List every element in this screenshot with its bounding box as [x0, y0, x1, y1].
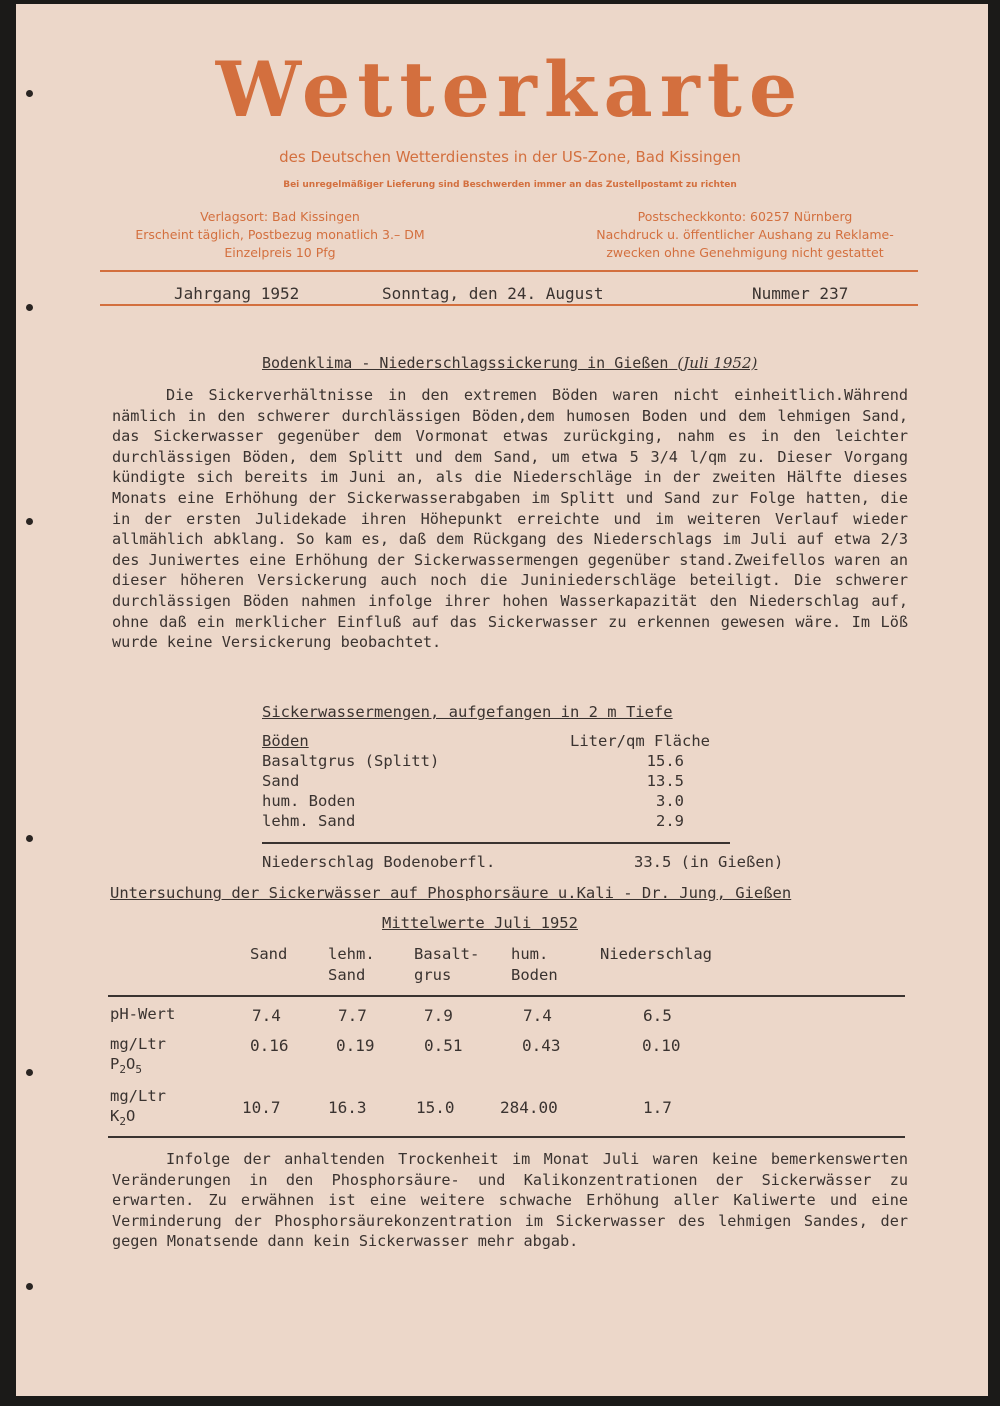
table2-cell: 15.0: [416, 1098, 455, 1117]
masthead-subtitle: des Deutschen Wetterdienstes in der US-Zone, Bad Kissingen: [279, 148, 741, 166]
table1-row-soil: Basaltgrus (Splitt): [262, 752, 440, 770]
table1-header-soil: Böden: [262, 732, 309, 750]
header-line: Niederschlag: [600, 945, 712, 963]
table2-row-label-k2o: [110, 1086, 166, 1132]
header-line: lehm.: [328, 945, 375, 963]
table2-cell: 0.16: [250, 1036, 289, 1055]
header-line: hum.: [511, 945, 549, 963]
masthead-rule-bottom: [100, 304, 918, 306]
table2-cell: 0.19: [336, 1036, 375, 1055]
table1-row-soil: hum. Boden: [262, 792, 356, 810]
article-headline: [262, 354, 757, 372]
punch-hole: [26, 518, 33, 525]
table1-row-value: 2.9: [656, 812, 684, 830]
issue-year: Jahrgang 1952: [174, 284, 300, 303]
article-paragraph-1: Die Sickerverhältnisse in den extremen Böden waren nicht einheitlich.Während nämlich in den schwerer durchlässigen Böden,dem humosen Boden und dem lehmigen Sand, das Sickerwasser gegenüber dem Vormonat etwas zurückging, nahm es in den leichter durchlässigen Böden, dem Splitt und dem Sand, um etwa 5 3/4 l/qm zu. Dieser Vorgang kündigte sich bereits im Juni an, als die Niederschläge in der zweiten Hälfte dieses Monats eine Erhöhung der Sickerwasserabgaben im Splitt und Sand zur Folge hatten, die in der ersten Julidekade ihren Höhepunkt erreichte und im weiteren Verlauf wieder allmählich abklang. So kam es, daß dem Rückgang des Niederschlags im Juli auf etwa 2/3 des Juniwertes eine Erhöhung der Sickerwassermengen gegenüber stand.Zweifellos waren an dieser höheren Versickerung auch noch die Juniniederschläge beteiligt. Die schwerer durchlässigen Böden nahmen infolge ihrer hohen Wasserkapazität den Niederschlag auf, ohne daß ein merklicher Einfluß auf das Sickerwasser zu erkennen gewesen wäre. Im Löß wurde keine Versickerung beobachtet.: [112, 386, 908, 652]
masthead-rule-top: [100, 270, 918, 272]
article-paragraph-2: Infolge der anhaltenden Trockenheit im Monat Juli waren keine bemerkenswerten Veränderungen in den Phosphorsäure- und Kalikonzentrationen der Sickerwässer zu erwarten. Zu erwähnen ist eine weitere schwache Erhöhung aller Kaliwerte und eine Verminderung der Phosphorsäurekonzentration im Sickerwasser des lehmigen Sandes, der gegen Monatsende dann kein Sickerwasser mehr abgab.: [112, 1150, 908, 1251]
formula-part: O: [125, 1107, 136, 1125]
table2-cell: 6.5: [643, 1006, 672, 1025]
table2-bottom-rule: [108, 1136, 905, 1138]
formula-part: O: [125, 1055, 136, 1073]
masthead-complaint-note: Bei unregelmäßiger Lieferung sind Beschwerden immer an das Zustellpostamt zu richten: [283, 180, 737, 190]
punch-hole: [26, 90, 33, 97]
formula-part: K: [110, 1107, 120, 1125]
table1-precip-label: Niederschlag Bodenoberfl.: [262, 853, 496, 871]
publisher-line: Erscheint täglich, Postbezug monatlich 3.– DM: [135, 227, 425, 242]
header-line: Boden: [511, 966, 558, 984]
table1-precip-value: 33.5 (in Gießen): [634, 853, 784, 871]
table1-row-value: 13.5: [646, 772, 684, 790]
publisher-line: Einzelpreis 10 Pfg: [224, 245, 336, 260]
table2-cell: 0.10: [642, 1036, 681, 1055]
table2-header-rule: [108, 995, 905, 997]
header-line: Basalt-: [414, 945, 480, 963]
table2-cell: 16.3: [328, 1098, 367, 1117]
table2-cell: 10.7: [242, 1098, 281, 1117]
publisher-line: Verlagsort: Bad Kissingen: [200, 209, 360, 224]
table2-header-basaltgrus: [414, 944, 479, 986]
punch-hole: [26, 1283, 33, 1290]
table2-cell: 7.9: [424, 1006, 453, 1025]
table2-title: Untersuchung der Sickerwässer auf Phosphorsäure u.Kali - Dr. Jung, Gießen: [110, 884, 792, 902]
table1-title: Sickerwassermengen, aufgefangen in 2 m Tiefe: [262, 703, 673, 721]
headline-text: Bodenklima - Niederschlagssickerung in Gießen: [262, 354, 669, 372]
issue-number: Nummer 237: [752, 284, 849, 303]
table2-cell: 7.4: [523, 1006, 552, 1025]
formula-subscript: 5: [135, 1063, 142, 1077]
table2-cell: 7.7: [338, 1006, 367, 1025]
header-line: Sand: [250, 945, 288, 963]
table2-cell: 7.4: [252, 1006, 281, 1025]
masthead-publisher-info: [100, 208, 460, 262]
table2-cell: 1.7: [643, 1098, 672, 1117]
table1-row-value: 15.6: [646, 752, 684, 770]
table1-row-soil: Sand: [262, 772, 300, 790]
table2-header-sand: [250, 944, 287, 965]
headline-handwritten-date: (Juli 1952): [677, 354, 758, 372]
table2-subtitle: Mittelwerte Juli 1952: [382, 914, 578, 932]
punch-hole: [26, 835, 33, 842]
formula-subscript: 2: [119, 1115, 126, 1129]
punch-hole: [26, 304, 33, 311]
masthead-rights-info: [560, 208, 930, 262]
header-line: Sand: [328, 966, 366, 984]
row-label-text: mg/Ltr: [110, 1087, 166, 1105]
table2-header-niederschlag: [600, 944, 712, 965]
rights-line: zwecken ohne Genehmigung nicht gestattet: [606, 245, 884, 260]
rights-line: Nachdruck u. öffentlicher Aushang zu Reklame-: [596, 227, 894, 242]
table1-divider: [262, 842, 730, 844]
table2-cell: 0.43: [522, 1036, 561, 1055]
table2-header-hum-boden: [511, 944, 558, 986]
row-label-text: mg/Ltr: [110, 1035, 166, 1053]
table2-row-label-p2o5: [110, 1034, 166, 1080]
table1-header-unit: Liter/qm Fläche: [570, 732, 710, 750]
masthead-title: Wetterkarte: [215, 45, 805, 134]
formula-part: P: [110, 1055, 120, 1073]
punch-hole: [26, 1069, 33, 1076]
issue-date: Sonntag, den 24. August: [382, 284, 604, 303]
rights-line: Postscheckkonto: 60257 Nürnberg: [637, 209, 853, 224]
table2-row-label-ph: [110, 1004, 175, 1024]
table2-cell: 284.00: [500, 1098, 558, 1117]
table2-cell: 0.51: [424, 1036, 463, 1055]
table2-header-lehm-sand: [328, 944, 375, 986]
table1-row-soil: lehm. Sand: [262, 812, 356, 830]
table1-row-value: 3.0: [656, 792, 684, 810]
header-line: grus: [414, 966, 452, 984]
row-label-text: pH-Wert: [110, 1005, 176, 1023]
formula-subscript: 2: [119, 1063, 126, 1077]
